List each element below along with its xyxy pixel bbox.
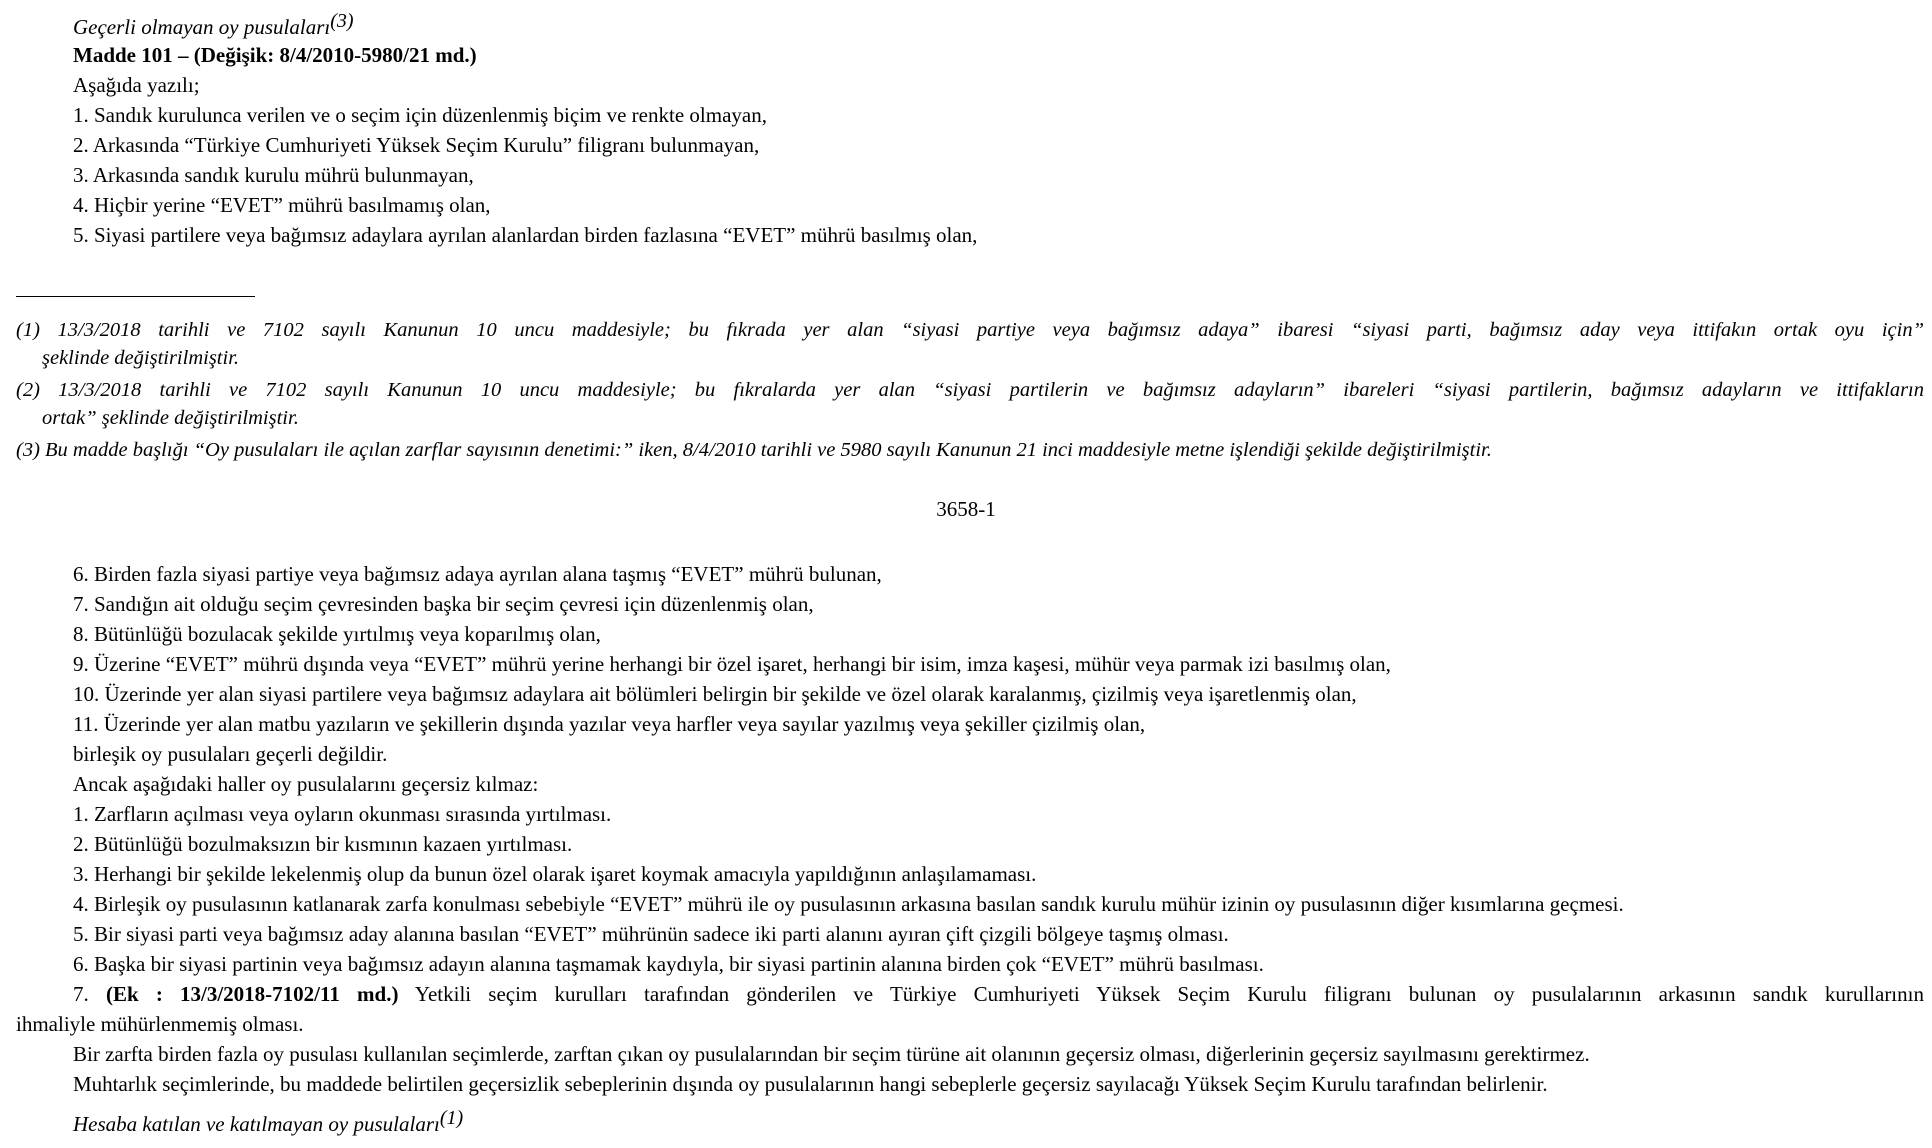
exception-item-7-text: Yetkili seçim kurulları tarafından gönderilen ve Türkiye Cumhuriyeti Yüksek Seçim Kurulu filigranı bulunan oy pusulalarının arkasının sandık kurullarının — [414, 982, 1924, 1006]
list-item: 5. Siyasi partilere veya bağımsız adaylara ayrılan alanlardan birden fazlasına “EVET” mührü basılmış olan, — [73, 223, 978, 247]
paragraph: Muhtarlık seçimlerinde, bu maddede belirtilen geçersizlik sebeplerinin dışında oy pusulalarının hangi sebeplerle geçersiz sayılacağı Yüksek Seçim Kurulu tarafından belirlenir. — [73, 1072, 1548, 1096]
exception-item-7-line-1 — [16, 981, 1924, 1007]
list-item: 10. Üzerinde yer alan siyasi partilere veya bağımsız adaylara ait bölümleri belirgin bir şekilde ve özel olarak karalanmış, çizilmiş veya işaretlenmiş olan, — [73, 682, 1357, 706]
list-item: 3. Arkasında sandık kurulu mührü bulunmayan, — [73, 163, 474, 187]
next-section-heading — [73, 1105, 463, 1137]
exception-item: 2. Bütünlüğü bozulmaksızın bir kısmının kazaen yırtılması. — [73, 832, 573, 856]
section-heading-footnote-ref: (3) — [330, 10, 354, 32]
list-item: 6. Birden fazla siyasi partiye veya bağımsız adaya ayrılan alana taşmış “EVET” mührü bulunan, — [73, 562, 882, 586]
footnote-1-line-1: (1) 13/3/2018 tarihli ve 7102 sayılı Kanunun 10 uncu maddesiyle; bu fıkrada yer alan “siyasi partiye veya bağımsız adaya” ibaresi “siyasi parti, bağımsız aday veya ittifakın ortak oyu için” — [16, 319, 1924, 341]
exceptions-intro: Ancak aşağıdaki haller oy pusulalarını geçersiz kılmaz: — [73, 772, 539, 796]
section-heading-text: Geçerli olmayan oy pusulaları — [73, 15, 331, 39]
amendment-note: (Ek : 13/3/2018-7102/11 md.) — [105, 982, 399, 1006]
exception-item: 1. Zarfların açılması veya oyların okunması sırasında yırtılması. — [73, 802, 612, 826]
paragraph: Bir zarfta birden fazla oy pusulası kullanılan seçimlerde, zarftan çıkan oy pusulalarından bir seçim türüne ait olanının geçersiz olması, diğerlerinin geçersiz sayılmasını gerektirmez. — [73, 1042, 1590, 1066]
exception-item: 5. Bir siyasi parti veya bağımsız aday alanına basılan “EVET” mührünün sadece iki parti alanını ayıran çift çizgili bölgeye taşmış olması. — [73, 922, 1229, 946]
exception-item: 3. Herhangi bir şekilde lekelenmiş olup da bunun özel olarak işaret koymak amacıyla yapıldığının anlaşılamaması. — [73, 862, 1037, 886]
article-intro: Aşağıda yazılı; — [73, 73, 200, 97]
exception-item-7-number: 7. — [73, 982, 89, 1006]
footnote-2-line-1: (2) 13/3/2018 tarihli ve 7102 sayılı Kanunun 10 uncu maddesiyle; bu fıkralarda yer alan “siyasi partilerin ve bağımsız adayların” ibareleri “siyasi partilerin, bağımsız adayların ve ittifakların — [16, 379, 1924, 401]
list-item: 11. Üzerinde yer alan matbu yazıların ve şekillerin dışında yazılar veya harfler veya sayılar yazılmış veya şekiller çizilmiş olan, — [73, 712, 1146, 736]
list-item: 2. Arkasında “Türkiye Cumhuriyeti Yüksek Seçim Kurulu” filigranı bulunmayan, — [73, 133, 760, 157]
list-item: 8. Bütünlüğü bozulacak şekilde yırtılmış veya koparılmış olan, — [73, 622, 601, 646]
footnote-3: (3) Bu madde başlığı “Oy pusulaları ile açılan zarflar sayısının denetimi:” iken, 8/4/2010 tarihli ve 5980 sayılı Kanunun 21 inci maddesiyle metne işlendiği şekilde değiştirilmiştir. — [16, 439, 1492, 461]
exception-item: 6. Başka bir siyasi partinin veya bağımsız adayın alanına taşmamak kaydıyla, bir siyasi partinin alanına birden çok “EVET” mührü basılması. — [73, 952, 1264, 976]
list-item: 9. Üzerine “EVET” mührü dışında veya “EVET” mührü yerine herhangi bir özel işaret, herhangi bir isim, imza kaşesi, mühür veya parmak izi basılmış olan, — [73, 652, 1391, 676]
page-number: 3658-1 — [936, 497, 996, 521]
list-item: 4. Hiçbir yerine “EVET” mührü basılmamış olan, — [73, 193, 491, 217]
next-section-heading-footnote-ref: (1) — [439, 1107, 464, 1129]
footnote-1-line-2: şeklinde değiştirilmiştir. — [42, 347, 240, 369]
list-item: 7. Sandığın ait olduğu seçim çevresinden başka bir seçim çevresi için düzenlenmiş olan, — [73, 592, 814, 616]
next-section-heading-text: Hesaba katılan ve katılmayan oy pusulaları — [73, 1112, 440, 1136]
footnote-2-line-2: ortak” şeklinde değiştirilmiştir. — [42, 407, 299, 429]
footnote-separator — [16, 296, 255, 297]
exception-item-7-line-2: ihmaliyle mühürlenmemiş olması. — [16, 1012, 304, 1036]
article-title: Madde 101 – (Değişik: 8/4/2010-5980/21 md.) — [73, 43, 477, 67]
list-conclusion: birleşik oy pusulaları geçerli değildir. — [73, 742, 388, 766]
section-heading — [73, 8, 354, 40]
exception-item: 4. Birleşik oy pusulasının katlanarak zarfa konulması sebebiyle “EVET” mührü ile oy pusulasının arkasına basılan sandık kurulu mühür izinin oy pusulasının diğer kısımlarına geçmesi. — [73, 892, 1624, 916]
list-item: 1. Sandık kurulunca verilen ve o seçim için düzenlenmiş biçim ve renkte olmayan, — [73, 103, 767, 127]
